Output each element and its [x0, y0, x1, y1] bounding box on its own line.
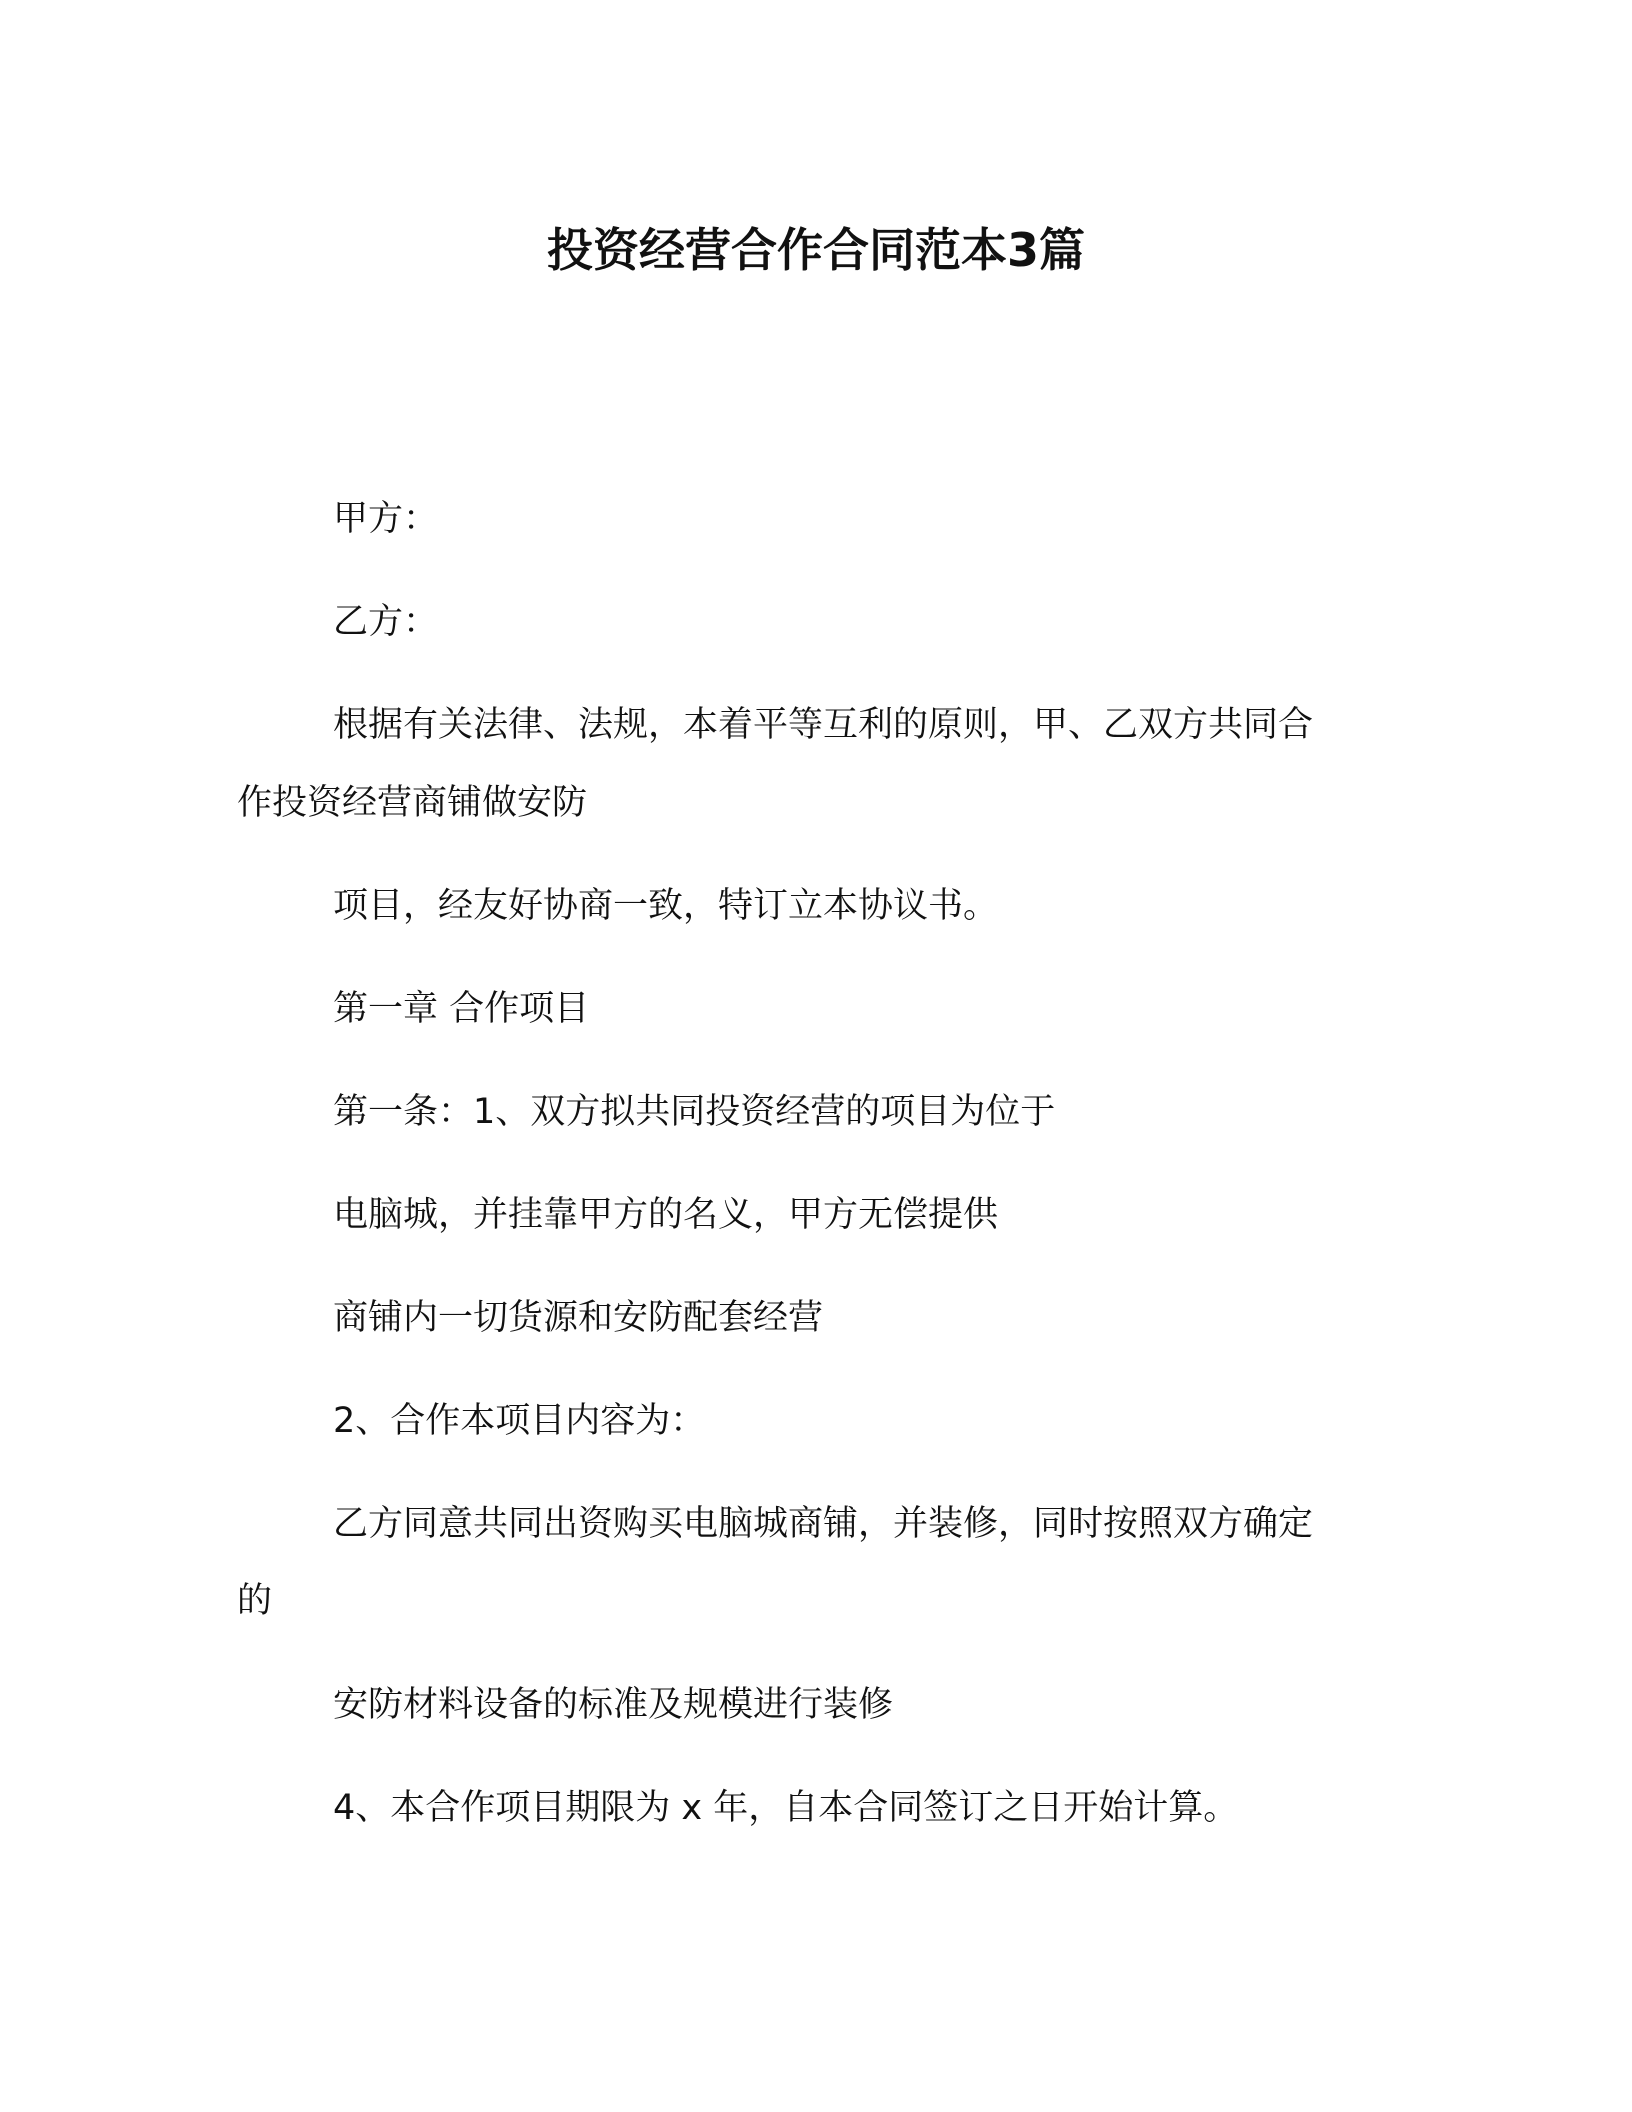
paragraph-line: 第一条：1、双方拟共同投资经营的项目为位于: [333, 1092, 1056, 1132]
paragraph-line: 商铺内一切货源和安防配套经营: [333, 1298, 824, 1338]
paragraph-line: 安防材料设备的标准及规模进行装修: [333, 1685, 894, 1725]
party-b-line: 乙方：: [333, 602, 439, 642]
paragraph-line: 的: [237, 1581, 273, 1621]
document-title: 投资经营合作合同范本3篇: [546, 223, 1085, 277]
paragraph-line: 电脑城，并挂靠甲方的名义，甲方无偿提供: [333, 1195, 999, 1235]
paragraph-line: 作投资经营商铺做安防: [237, 783, 588, 823]
chapter-heading: 第一章 合作项目: [333, 989, 590, 1029]
paragraph-line: 4、本合作项目期限为 x 年，自本合同签订之日开始计算。: [333, 1788, 1239, 1828]
paragraph-line: 根据有关法律、法规，本着平等互利的原则，甲、乙双方共同合: [333, 705, 1314, 745]
paragraph-line: 项目，经友好协商一致，特订立本协议书。: [333, 886, 999, 926]
party-a-line: 甲方：: [333, 499, 439, 539]
paragraph-line: 乙方同意共同出资购买电脑城商铺，并装修，同时按照双方确定: [333, 1504, 1314, 1544]
paragraph-line: 2、合作本项目内容为：: [333, 1401, 706, 1441]
